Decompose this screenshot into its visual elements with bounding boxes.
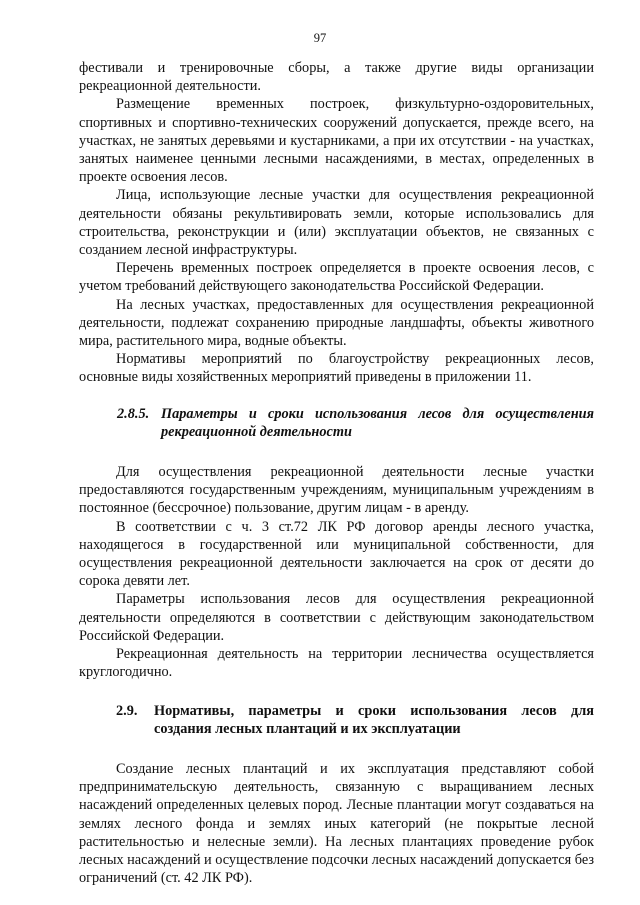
paragraph: Нормативы мероприятий по благоустройству рекреационных лесов, основные виды хозяйственных мероприятий приведены в приложении 11. [79, 351, 594, 386]
section-title-line: рекреационной деятельности [161, 423, 352, 440]
paragraph: Перечень временных построек определяется в проекте освоения лесов, с учетом требований действующего законодательства Российской Федерации. [79, 260, 594, 295]
paragraph: Параметры использования лесов для осуществления рекреационной деятельности определяются в соответствии с действующим законодательством Российской Федерации. [79, 591, 594, 644]
section-heading-2-9 [79, 702, 594, 738]
section-title-line: Нормативы, параметры и сроки использования лесов для [154, 702, 594, 719]
section-title-line: создания лесных плантаций и их эксплуатации [154, 720, 461, 737]
page-body [79, 59, 594, 887]
section-number: 2.9. [116, 702, 138, 719]
paragraph: фестивали и тренировочные сборы, а также другие виды организации рекреационной деятельности. [79, 60, 594, 95]
paragraph: Для осуществления рекреационной деятельности лесные участки предоставляются государственным учреждениям, муниципальным учреждениям в постоянное (бессрочное) пользование, другим лицам - в аренду. [79, 464, 594, 517]
section-number: 2.8.5. [117, 405, 150, 422]
paragraph: Создание лесных плантаций и их эксплуатация представляют собой предпринимательскую деятельность, связанную с выращиванием лесных насаждений определенных целевых пород. Лесные плантации могут создаваться на землях лесного фонда и землях иных категорий (не покрытые лесной растительностью и нелесные земли). На лесных плантациях проведение рубок лесных насаждений и осуществление подсочки лесных насаждений допускается без ограничений (ст. 42 ЛК РФ). [79, 760, 595, 887]
paragraph: Размещение временных построек, физкультурно-оздоровительных, спортивных и спортивно-технических сооружений допускается, прежде всего, на участках, не занятых деревьями и кустарниками, а при их отсутствии - на участках, занятых наименее ценными лесными насаждениями, в местах, определенных в проекте освоения лесов. [79, 96, 594, 186]
page-number: 97 [313, 31, 327, 45]
paragraph: Лица, использующие лесные участки для осуществления рекреационной деятельности обязаны рекультивировать земли, которые использовались для строительства, реконструкции и (или) эксплуатации объектов, не связанных с созданием лесной инфраструктуры. [79, 187, 594, 259]
paragraph: В соответствии с ч. 3 ст.72 ЛК РФ договор аренды лесного участка, находящегося в государственной или муниципальной собственности, для осуществления рекреационной деятельности заключается на срок от десяти до сорока девяти лет. [79, 518, 594, 590]
paragraph: Рекреационная деятельность на территории лесничества осуществляется круглогодично. [79, 646, 594, 681]
section-heading-2-8-5 [79, 405, 594, 441]
paragraph: На лесных участках, предоставленных для осуществления рекреационной деятельности, подлежат сохранению природные ландшафты, объекты животного мира, растительного мира, водные объекты. [79, 296, 594, 350]
section-title-line: Параметры и сроки использования лесов для осуществления [161, 405, 594, 422]
